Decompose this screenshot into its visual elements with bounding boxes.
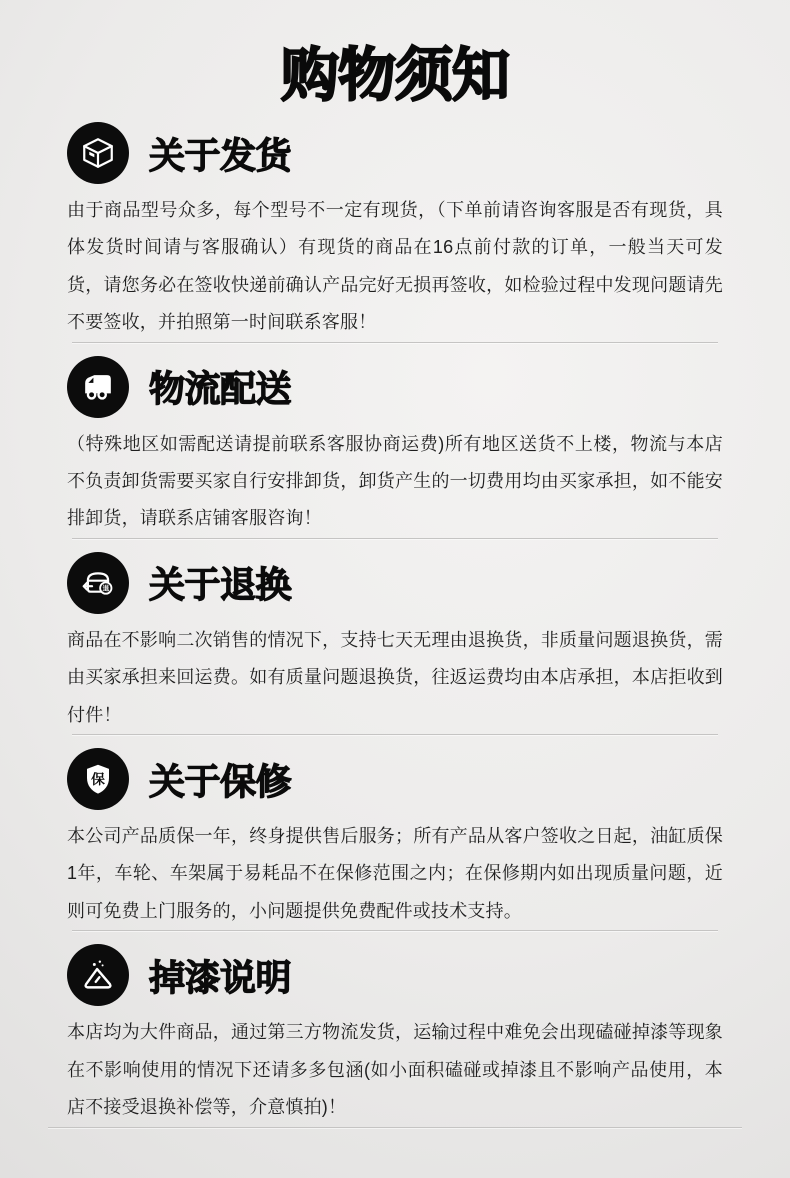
warranty-shield-icon — [67, 748, 129, 810]
package-box-icon — [67, 122, 129, 184]
section-returns — [0, 552, 790, 734]
section-warranty-body: 本公司产品质保一年，终身提供售后服务；所有产品从客户签收之日起，油缸质保1年，车轮、车架属于易耗品不在保修范围之内；在保修期内如出现质量问题，近则可免费上门服务的，小问题提供免费配件或技术支持。 — [67, 826, 723, 921]
section-logistics-header — [67, 356, 723, 418]
section-warranty-heading: 关于保修 — [149, 760, 292, 802]
divider — [72, 342, 718, 344]
section-paint-body: 本店均为大件商品，通过第三方物流发货，运输过程中难免会出现磕碰掉漆等现象在不影响使用的情况下还请多多包涵(如小面积磕碰或掉漆且不影响产品使用，本店不接受退换补偿等，介意慎拍)！ — [67, 1022, 723, 1118]
section-paint — [0, 944, 790, 1126]
section-logistics — [0, 356, 790, 538]
section-returns-body: 商品在不影响二次销售的情况下，支持七天无理由退换货，非质量问题退换货，需由买家承担来回运费。如有质量问题退换货，往返运费均由本店承担，本店拒收到付件！ — [67, 629, 723, 725]
paint-chip-icon — [67, 944, 129, 1006]
section-shipping-heading: 关于发货 — [149, 134, 292, 176]
section-returns-header — [67, 552, 723, 614]
section-logistics-heading: 物流配送 — [149, 368, 292, 410]
section-returns-heading: 关于退换 — [149, 564, 292, 606]
section-paint-header — [67, 944, 723, 1006]
divider — [72, 734, 718, 736]
return-badge-glyph: 退 — [102, 585, 110, 593]
divider — [72, 538, 718, 540]
page-title: 购物须知 — [280, 43, 509, 108]
shield-glyph: 保 — [91, 772, 105, 788]
section-shipping-body: 由于商品型号众多，每个型号不一定有现货，（下单前请咨询客服是否有现货，具体发货时间请与客服确认）有现货的商品在16点前付款的订单，一般当天可发货，请您务必在签收快递前确认产品完好无损再签收，如检验过程中发现问题请先不要签收，并拍照第一时间联系客服！ — [67, 200, 723, 333]
divider — [48, 1127, 742, 1129]
section-shipping-header — [67, 122, 723, 184]
return-package-icon — [67, 552, 129, 614]
section-shipping — [0, 122, 790, 342]
section-paint-heading: 掉漆说明 — [149, 956, 292, 998]
divider — [72, 930, 718, 932]
section-warranty — [0, 748, 790, 930]
section-warranty-header — [67, 748, 723, 810]
delivery-truck-icon — [67, 356, 129, 418]
section-logistics-body: （特殊地区如需配送请提前联系客服协商运费)所有地区送货不上楼，物流与本店不负责卸货需要买家自行安排卸货，卸货产生的一切费用均由买家承担，如不能安排卸货，请联系店铺客服咨询！ — [67, 433, 723, 529]
